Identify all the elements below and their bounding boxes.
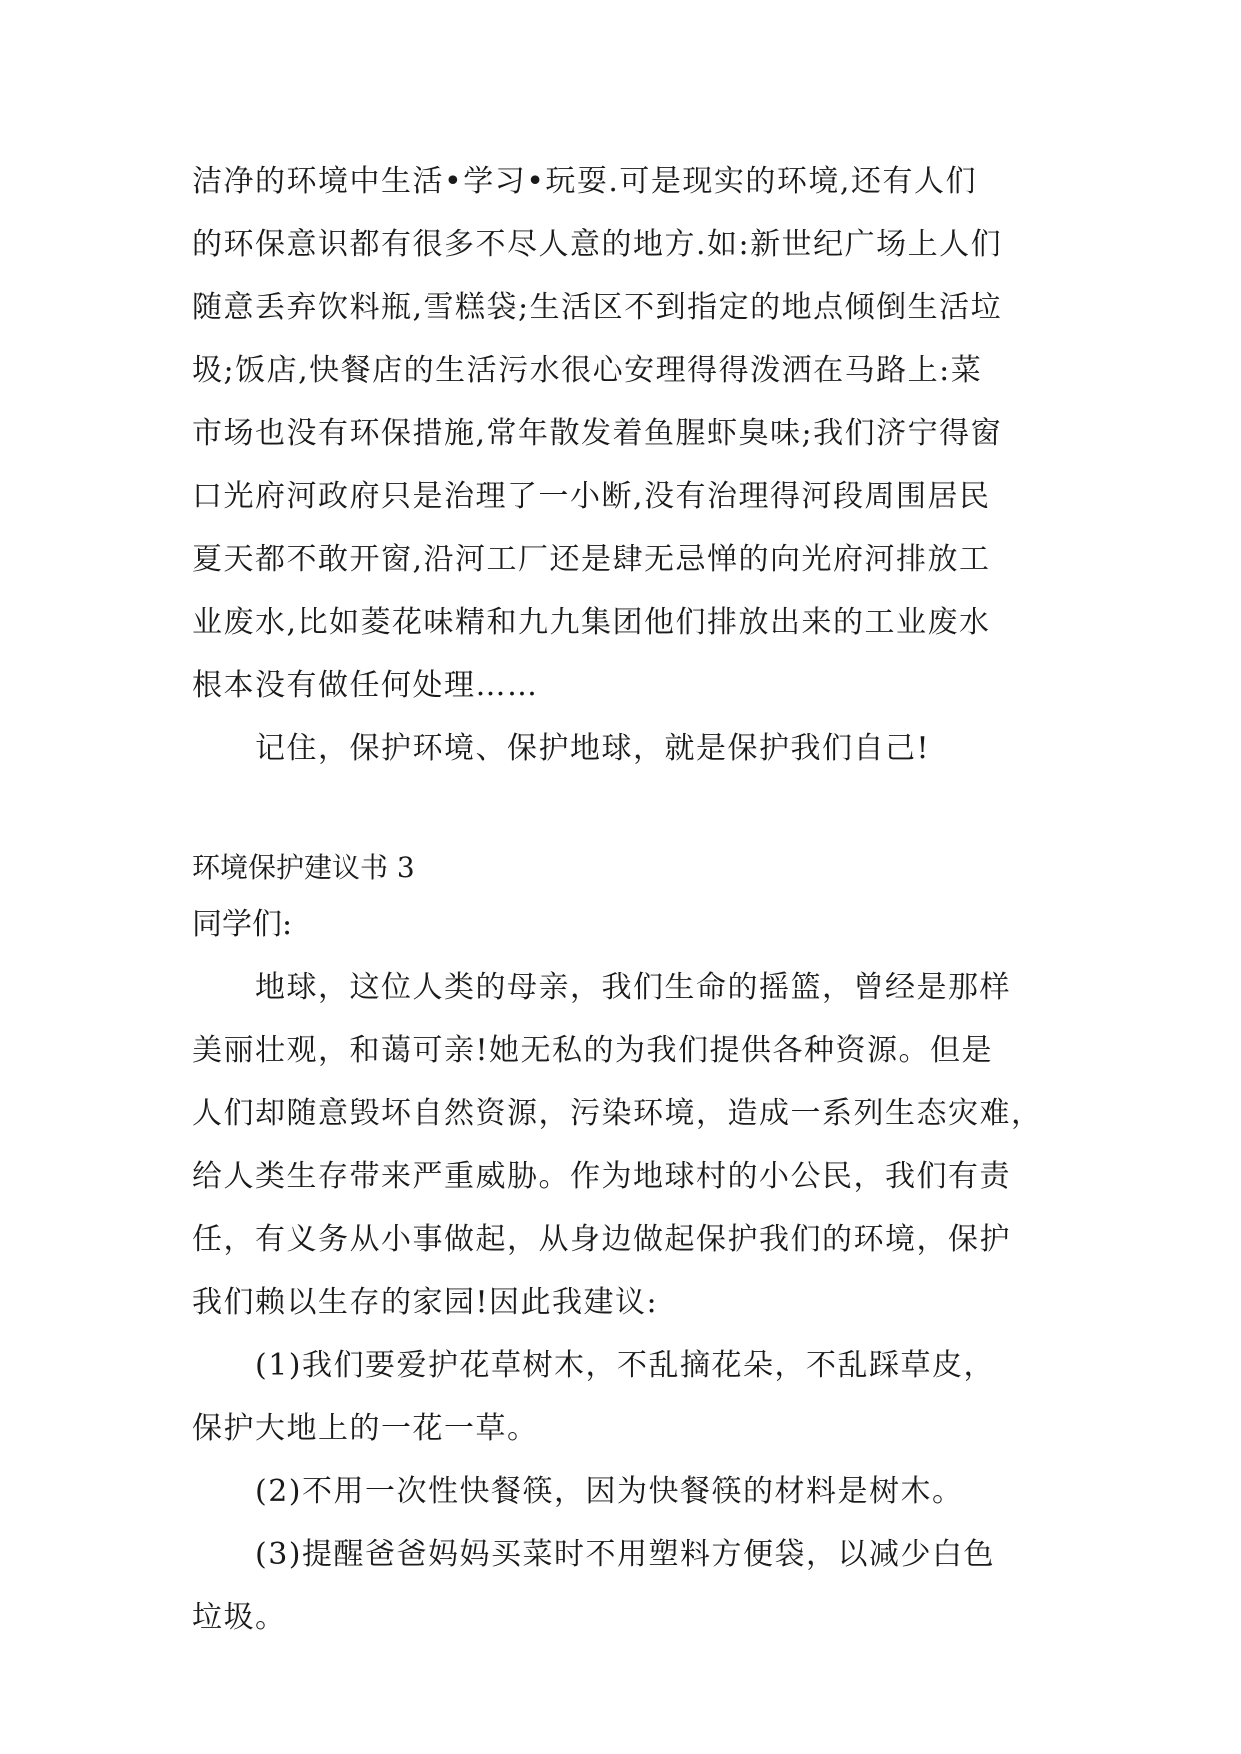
section-spacer: [192, 780, 1054, 842]
paragraph-line: 的环保意识都有很多不尽人意的地方.如:新世纪广场上人们: [192, 227, 1003, 262]
previous-section-body: [192, 150, 1054, 780]
paragraph-line: 市场也没有环保措施,常年散发着鱼腥虾臭味;我们济宁得窗: [192, 416, 1003, 451]
paragraph-line: 洁净的环境中生活•学习•玩耍.可是现实的环境,还有人们: [192, 164, 977, 199]
document-page: [192, 150, 1054, 1649]
salutation: 同学们:: [192, 907, 293, 942]
paragraph-line: 人们却随意毁坏自然资源，污染环境，造成一系列生态灾难，: [192, 1096, 1043, 1131]
paragraph-line: (1)我们要爱护花草树木，不乱摘花朵，不乱踩草皮，: [255, 1348, 995, 1383]
paragraph-line: 根本没有做任何处理……: [192, 668, 539, 703]
suggestion-item-2: [192, 1460, 1054, 1523]
paragraph-line: (3)提醒爸爸妈妈买菜时不用塑料方便袋，以减少白色: [255, 1537, 995, 1572]
paragraph-line: 给人类生存带来严重威胁。作为地球村的小公民，我们有责: [192, 1159, 1011, 1194]
paragraph-line: (2)不用一次性快餐筷，因为快餐筷的材料是树木。: [255, 1474, 964, 1509]
paragraph-line: 圾;饭店,快餐店的生活污水很心安理得得泼洒在马路上:菜: [192, 353, 983, 388]
paragraph-line: 夏天都不敢开窗,沿河工厂还是肆无忌惮的向光府河排放工: [192, 542, 991, 577]
paragraph-line: 随意丢弃饮料瓶,雪糕袋;生活区不到指定的地点倾倒生活垃: [192, 290, 1003, 325]
paragraph-line: 口光府河政府只是治理了一小断,没有治理得河段周围居民: [192, 479, 991, 514]
paragraph-line: 垃圾。: [192, 1600, 287, 1635]
paragraph-line: 保护大地上的一花一草。: [192, 1411, 539, 1446]
paragraph-line: 业废水,比如菱花味精和九九集团他们排放出来的工业废水: [192, 605, 991, 640]
section-title: 环境保护建议书 3: [192, 851, 415, 884]
closing-remark: 记住，保护环境、保护地球，就是保护我们自己!: [255, 731, 931, 766]
intro-paragraph: [192, 956, 1054, 1334]
suggestion-item-3: [192, 1523, 1054, 1649]
section-3: [192, 842, 1054, 1649]
paragraph-line: 我们赖以生存的家园!因此我建议:: [192, 1285, 659, 1320]
suggestion-item-1: [192, 1334, 1054, 1460]
paragraph-line: 美丽壮观，和蔼可亲!她无私的为我们提供各种资源。但是: [192, 1033, 994, 1068]
paragraph-line: 地球，这位人类的母亲，我们生命的摇篮，曾经是那样: [255, 970, 1011, 1005]
paragraph-line: 任，有义务从小事做起，从身边做起保护我们的环境，保护: [192, 1222, 1011, 1257]
